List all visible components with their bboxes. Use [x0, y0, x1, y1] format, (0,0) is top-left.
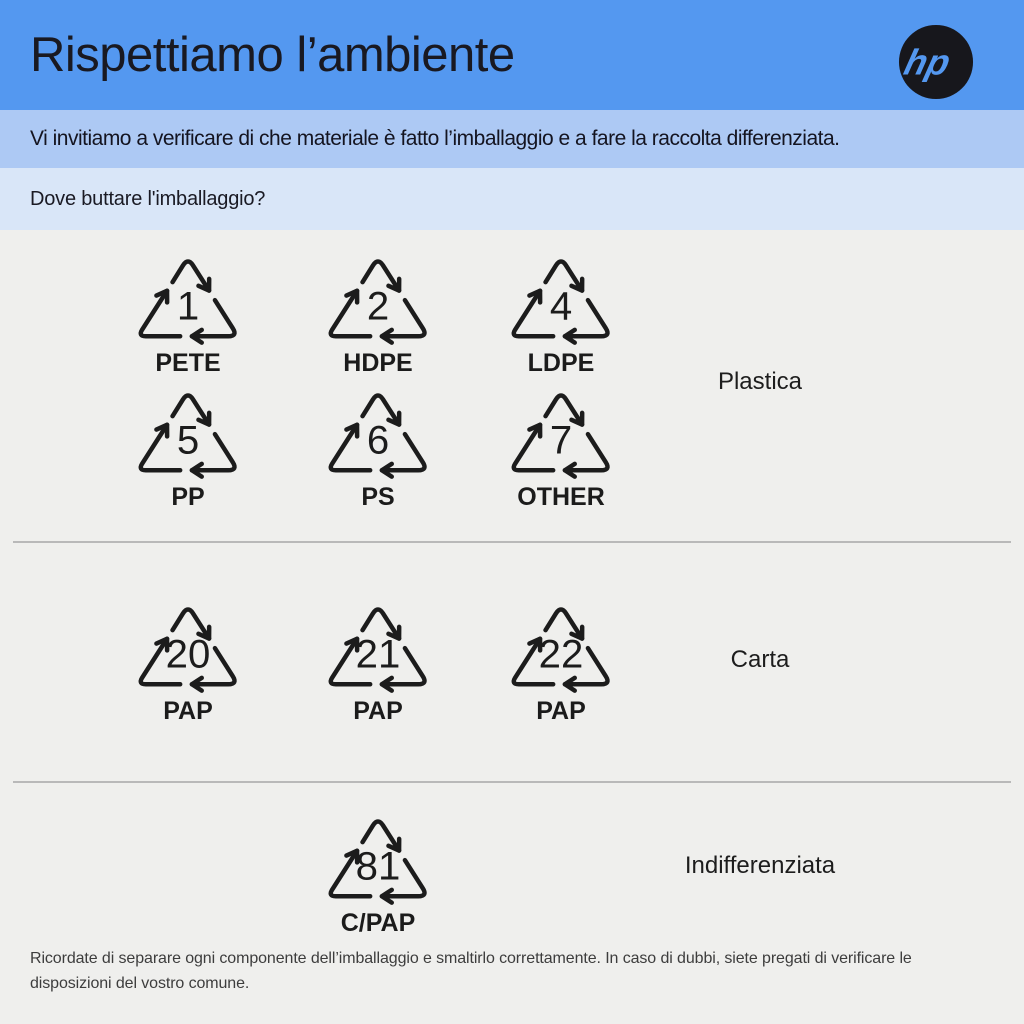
symbols-panel: [0, 230, 1024, 1024]
recycling-triangle-icon: [129, 598, 247, 696]
recycling-code: 81: [355, 843, 401, 889]
recycling-symbol-20-pap: [113, 598, 263, 726]
recycling-symbol-22-pap: [486, 598, 636, 726]
subtitle-text: Vi invitiamo a verificare di che materiale è fatto l’imballaggio e a fare la raccolta differenziata.: [30, 127, 840, 150]
recycling-material-label: PAP: [536, 697, 586, 725]
recycling-triangle-icon: [319, 598, 437, 696]
footer-note: [30, 946, 1010, 996]
group-label-plastica: Plastica: [717, 368, 803, 395]
page-title: Rispettiamo l’ambiente: [30, 28, 515, 82]
recycling-symbol-81-cpap: [303, 810, 453, 938]
recycling-symbol-21-pap: [303, 598, 453, 726]
recycling-symbol-6-ps: [303, 384, 453, 512]
recycling-material-label: PAP: [163, 697, 213, 725]
recycling-material-label: HDPE: [343, 349, 413, 377]
recycling-code: 5: [176, 417, 200, 463]
recycling-triangle-icon: [502, 384, 620, 482]
recycling-material-label: C/PAP: [340, 909, 416, 937]
recycling-material-label: LDPE: [527, 349, 595, 377]
question-text: Dove buttare l'imballaggio?: [30, 187, 266, 210]
hp-logo-icon: [898, 24, 974, 100]
recycling-triangle-icon: [129, 384, 247, 482]
recycling-symbol-7-other: [486, 384, 636, 512]
header-banner: [0, 0, 1024, 110]
subtitle-banner: [0, 110, 1024, 168]
recycling-material-label: PAP: [353, 697, 403, 725]
recycling-material-label: PP: [171, 483, 205, 511]
footer-line-1: Ricordate di separare ogni componente dell’imballaggio e smaltirlo correttamente. In caso di dubbi, siete pregati di verificare le: [30, 950, 912, 967]
recycling-code: 6: [366, 417, 390, 463]
recycling-triangle-icon: [502, 250, 620, 348]
recycling-triangle-icon: [319, 250, 437, 348]
footer-line-2: disposizioni del vostro comune.: [30, 975, 250, 992]
divider: [13, 781, 1011, 783]
group-label-indifferenziata: Indifferenziata: [684, 852, 836, 879]
recycling-symbol-5-pp: [113, 384, 263, 512]
recycling-symbol-1-pete: [113, 250, 263, 378]
hp-logo-text: hp: [900, 42, 955, 83]
recycling-triangle-icon: [129, 250, 247, 348]
recycling-symbol-2-hdpe: [303, 250, 453, 378]
recycling-material-label: PETE: [155, 349, 221, 377]
recycling-code: 1: [176, 283, 200, 329]
recycling-triangle-icon: [319, 384, 437, 482]
recycling-triangle-icon: [502, 598, 620, 696]
group-label-carta: Carta: [730, 646, 790, 673]
recycling-triangle-icon: [319, 810, 437, 908]
recycling-code: 2: [366, 283, 390, 329]
divider: [13, 541, 1011, 543]
recycling-code: 20: [165, 631, 211, 677]
recycling-code: 7: [549, 417, 573, 463]
recycling-material-label: PS: [361, 483, 395, 511]
recycling-material-label: OTHER: [517, 483, 605, 511]
recycling-code: 21: [355, 631, 401, 677]
recycling-code: 22: [538, 631, 584, 677]
recycling-code: 4: [549, 283, 573, 329]
recycling-symbol-4-ldpe: [486, 250, 636, 378]
question-banner: [0, 168, 1024, 230]
